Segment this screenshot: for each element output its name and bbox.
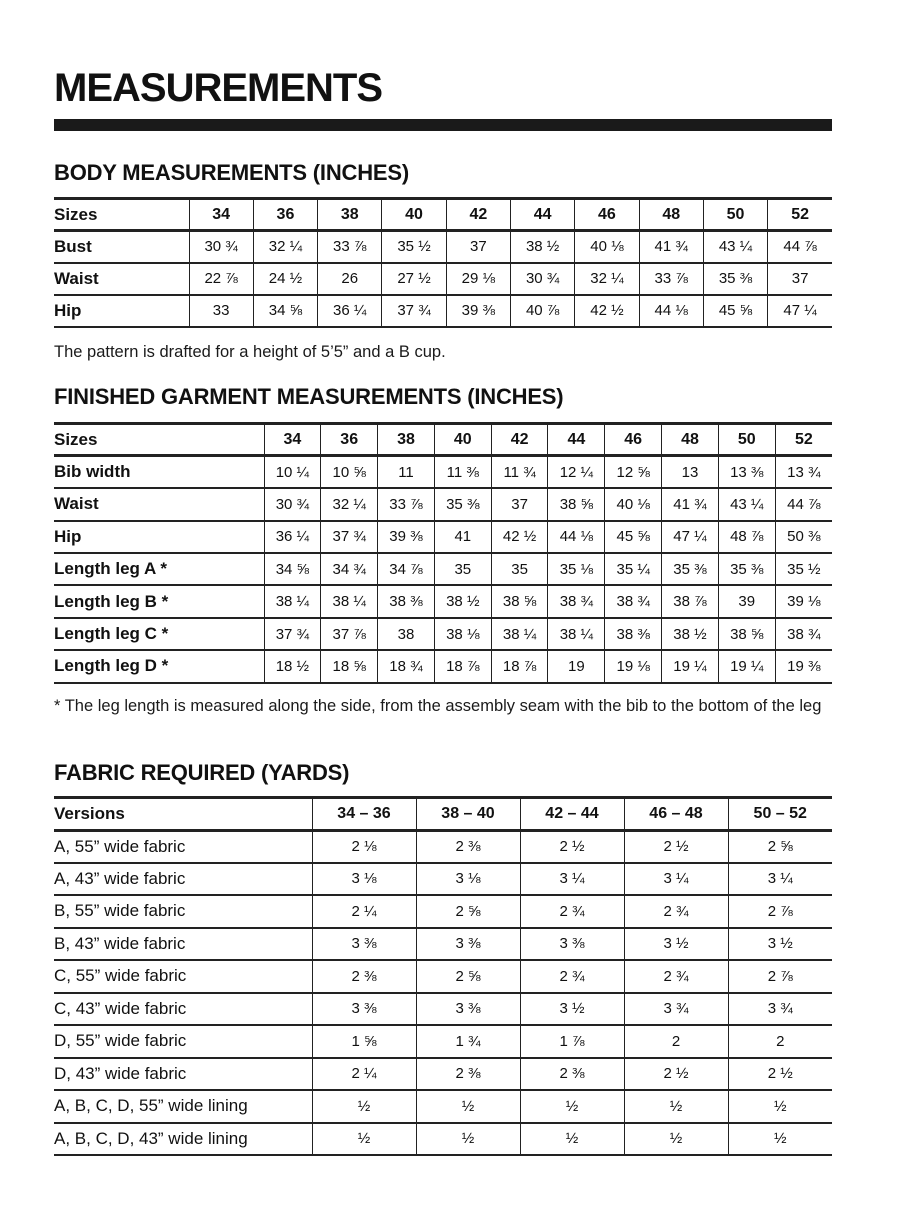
value-cell: 39 ⅜	[446, 295, 510, 327]
title-divider	[54, 119, 832, 131]
finished-garment-heading: FINISHED GARMENT MEASUREMENTS (INCHES)	[54, 384, 564, 409]
value-cell: 2	[728, 1025, 832, 1058]
garment-size-header: 40	[434, 424, 491, 456]
value-cell: 30 ¾	[264, 488, 321, 520]
value-cell: 2 ⅞	[728, 960, 832, 993]
value-cell: 35 ¼	[605, 553, 662, 585]
value-cell: 40 ⅛	[605, 488, 662, 520]
value-cell: 13 ¾	[775, 456, 832, 488]
row-label: Length leg D *	[54, 656, 169, 676]
value-cell: 2 ¾	[520, 895, 624, 928]
body-size-header: 48	[639, 199, 703, 231]
garment-size-header: 52	[775, 424, 832, 456]
garment-size-header: 44	[548, 424, 605, 456]
fabric-range-header: 42 – 44	[520, 798, 624, 831]
value-cell: 32 ¼	[575, 263, 639, 295]
value-cell: 19 ⅜	[775, 650, 832, 682]
fabric-row	[54, 960, 832, 993]
value-cell: 36 ¼	[318, 295, 382, 327]
value-cell: 35	[434, 553, 491, 585]
garment-measurement-row	[54, 650, 832, 682]
value-cell: 2 ⅜	[416, 1058, 520, 1091]
row-label: Length leg A *	[54, 559, 168, 579]
value-cell: 10 ¼	[264, 456, 321, 488]
garment-size-header: 36	[321, 424, 378, 456]
value-cell: 33 ⅞	[378, 488, 435, 520]
fabric-row	[54, 830, 832, 863]
value-cell: 38 ⅝	[491, 585, 548, 617]
value-cell: 13	[662, 456, 719, 488]
value-cell: 2 ⅜	[416, 830, 520, 863]
body-size-header: 38	[318, 199, 382, 231]
fabric-row	[54, 1025, 832, 1058]
value-cell: 2 ¼	[312, 895, 416, 928]
value-cell: 38 ¼	[264, 585, 321, 617]
value-cell: 47 ¼	[662, 521, 719, 553]
value-cell: 30 ¾	[510, 263, 574, 295]
value-cell: 18 ⅞	[434, 650, 491, 682]
value-cell: 24 ½	[253, 263, 317, 295]
value-cell: 3 ¼	[728, 863, 832, 896]
garment-size-header: 34	[264, 424, 321, 456]
value-cell: 3 ½	[520, 993, 624, 1026]
body-measurements-rows	[54, 231, 832, 327]
row-label: A, 55” wide fabric	[54, 836, 186, 856]
value-cell: 44 ⅞	[775, 488, 832, 520]
value-cell: 18 ½	[264, 650, 321, 682]
value-cell: 19 ¼	[662, 650, 719, 682]
value-cell: 34 ⅝	[253, 295, 317, 327]
value-cell: 33	[189, 295, 253, 327]
value-cell: 38 ½	[662, 618, 719, 650]
value-cell: 36 ¼	[264, 521, 321, 553]
value-cell: 11 ¾	[491, 456, 548, 488]
garment-measurement-row	[54, 553, 832, 585]
value-cell: 38 ¾	[775, 618, 832, 650]
row-label: C, 55” wide fabric	[54, 966, 187, 986]
value-cell: 2 ⅞	[728, 895, 832, 928]
value-cell: ½	[520, 1090, 624, 1123]
value-cell: 35 ⅜	[434, 488, 491, 520]
value-cell: 2 ½	[520, 830, 624, 863]
garment-size-header: 46	[605, 424, 662, 456]
value-cell: 35 ½	[382, 231, 446, 263]
value-cell: 2 ¼	[312, 1058, 416, 1091]
finished-garment-rows	[54, 456, 832, 683]
value-cell: 2 ¾	[520, 960, 624, 993]
value-cell: 47 ¼	[768, 295, 832, 327]
body-measurements-table	[54, 197, 832, 328]
value-cell: 37 ¾	[382, 295, 446, 327]
value-cell: 38 ¾	[605, 585, 662, 617]
value-cell: 3 ¼	[624, 863, 728, 896]
value-cell: 40 ⅛	[575, 231, 639, 263]
body-size-header: 36	[253, 199, 317, 231]
value-cell: 2 ⅝	[728, 830, 832, 863]
value-cell: ½	[728, 1090, 832, 1123]
garment-measurement-row	[54, 585, 832, 617]
value-cell: 29 ⅛	[446, 263, 510, 295]
value-cell: 45 ⅝	[703, 295, 767, 327]
row-label: Length leg C *	[54, 624, 169, 644]
fabric-row	[54, 1090, 832, 1123]
value-cell: 44 ⅞	[768, 231, 832, 263]
garment-size-header: 42	[491, 424, 548, 456]
value-cell: 41	[434, 521, 491, 553]
value-cell: 37	[768, 263, 832, 295]
value-cell: ½	[312, 1123, 416, 1156]
value-cell: 34 ⅞	[378, 553, 435, 585]
value-cell: 2 ½	[624, 830, 728, 863]
value-cell: 3 ½	[728, 928, 832, 961]
value-cell: 18 ⅞	[491, 650, 548, 682]
fabric-row	[54, 1123, 832, 1156]
value-cell: 22 ⅞	[189, 263, 253, 295]
body-size-header: 42	[446, 199, 510, 231]
row-label: Hip	[54, 300, 82, 320]
value-cell: 38 ⅞	[662, 585, 719, 617]
fabric-required-table	[54, 796, 832, 1156]
value-cell: 32 ¼	[321, 488, 378, 520]
value-cell: ½	[520, 1123, 624, 1156]
value-cell: 26	[318, 263, 382, 295]
value-cell: 38 ⅝	[548, 488, 605, 520]
garment-measurement-row	[54, 456, 832, 488]
value-cell: 1 ⅝	[312, 1025, 416, 1058]
value-cell: 48 ⅞	[718, 521, 775, 553]
fabric-required-heading: FABRIC REQUIRED (YARDS)	[54, 760, 350, 785]
fabric-row	[54, 863, 832, 896]
value-cell: ½	[416, 1090, 520, 1123]
value-cell: 2 ⅜	[312, 960, 416, 993]
garment-measurement-row	[54, 488, 832, 520]
value-cell: 2 ¾	[624, 895, 728, 928]
row-label: Waist	[54, 494, 99, 514]
row-label: A, B, C, D, 43” wide lining	[54, 1128, 248, 1148]
value-cell: 2 ⅛	[312, 830, 416, 863]
value-cell: 3 ⅜	[312, 928, 416, 961]
value-cell: 40 ⅞	[510, 295, 574, 327]
value-cell: 35 ⅜	[662, 553, 719, 585]
value-cell: 38 ¼	[321, 585, 378, 617]
value-cell: 37	[446, 231, 510, 263]
leg-length-note: * The leg length is measured along the side, from the assembly seam with the bib to the bottom of the leg	[54, 697, 822, 715]
value-cell: 2 ½	[624, 1058, 728, 1091]
row-label: D, 55” wide fabric	[54, 1031, 187, 1051]
value-cell: 2	[624, 1025, 728, 1058]
value-cell: 39 ⅛	[775, 585, 832, 617]
fabric-row	[54, 928, 832, 961]
body-size-header: 44	[510, 199, 574, 231]
value-cell: 33 ⅞	[639, 263, 703, 295]
value-cell: 13 ⅜	[718, 456, 775, 488]
value-cell: 18 ¾	[378, 650, 435, 682]
value-cell: 3 ½	[624, 928, 728, 961]
value-cell: 19 ¼	[718, 650, 775, 682]
value-cell: 41 ¾	[639, 231, 703, 263]
value-cell: 42 ½	[575, 295, 639, 327]
garment-measurement-row	[54, 618, 832, 650]
fabric-range-header: 50 – 52	[728, 798, 832, 831]
value-cell: 11	[378, 456, 435, 488]
value-cell: ½	[312, 1090, 416, 1123]
body-measurement-row	[54, 295, 832, 327]
value-cell: 27 ½	[382, 263, 446, 295]
row-label: Hip	[54, 526, 82, 546]
value-cell: 2 ⅝	[416, 895, 520, 928]
value-cell: 35	[491, 553, 548, 585]
row-label: Length leg B *	[54, 591, 169, 611]
fabric-row	[54, 895, 832, 928]
value-cell: 19 ⅛	[605, 650, 662, 682]
value-cell: 3 ⅜	[416, 993, 520, 1026]
value-cell: 38 ¾	[548, 585, 605, 617]
value-cell: 18 ⅝	[321, 650, 378, 682]
value-cell: 44 ⅛	[639, 295, 703, 327]
row-label: Bib width	[54, 462, 131, 482]
body-size-header: 34	[189, 199, 253, 231]
row-label: C, 43” wide fabric	[54, 998, 187, 1018]
value-cell: 37 ⅞	[321, 618, 378, 650]
row-label: B, 55” wide fabric	[54, 901, 186, 921]
page-title: MEASUREMENTS	[54, 66, 383, 110]
value-cell: 2 ⅜	[520, 1058, 624, 1091]
value-cell: 42 ½	[491, 521, 548, 553]
value-cell: 12 ⅝	[605, 456, 662, 488]
value-cell: 38 ⅜	[605, 618, 662, 650]
body-header-row	[54, 199, 832, 231]
value-cell: 3 ⅜	[520, 928, 624, 961]
value-cell: 2 ⅝	[416, 960, 520, 993]
value-cell: 39 ⅜	[378, 521, 435, 553]
row-label: Bust	[54, 236, 92, 256]
fabric-required-rows	[54, 830, 832, 1155]
value-cell: 38 ½	[510, 231, 574, 263]
value-cell: 50 ⅜	[775, 521, 832, 553]
value-cell: 19	[548, 650, 605, 682]
value-cell: 3 ¾	[624, 993, 728, 1026]
fabric-range-header: 38 – 40	[416, 798, 520, 831]
row-label: Waist	[54, 268, 99, 288]
value-cell: 37	[491, 488, 548, 520]
value-cell: 38 ⅛	[434, 618, 491, 650]
finished-garment-table	[54, 422, 832, 684]
fabric-header-row	[54, 798, 832, 831]
value-cell: 38 ½	[434, 585, 491, 617]
garment-measurement-row	[54, 521, 832, 553]
value-cell: 32 ¼	[253, 231, 317, 263]
value-cell: 39	[718, 585, 775, 617]
value-cell: 37 ¾	[264, 618, 321, 650]
value-cell: 3 ¼	[520, 863, 624, 896]
value-cell: 3 ⅛	[312, 863, 416, 896]
fabric-row	[54, 993, 832, 1026]
value-cell: 34 ⅝	[264, 553, 321, 585]
value-cell: 45 ⅝	[605, 521, 662, 553]
row-label: A, B, C, D, 55” wide lining	[54, 1096, 248, 1116]
value-cell: 38 ⅝	[718, 618, 775, 650]
garment-size-header: 50	[718, 424, 775, 456]
value-cell: 38 ¼	[491, 618, 548, 650]
value-cell: 37 ¾	[321, 521, 378, 553]
value-cell: 35 ⅜	[703, 263, 767, 295]
value-cell: 30 ¾	[189, 231, 253, 263]
value-cell: 38 ¼	[548, 618, 605, 650]
value-cell: ½	[624, 1090, 728, 1123]
body-measurements-note: The pattern is drafted for a height of 5’5” and a B cup.	[54, 343, 446, 361]
garment-header-row	[54, 424, 832, 456]
value-cell: 2 ½	[728, 1058, 832, 1091]
value-cell: 38 ⅜	[378, 585, 435, 617]
body-size-header: 40	[382, 199, 446, 231]
value-cell: 11 ⅜	[434, 456, 491, 488]
value-cell: 3 ⅛	[416, 863, 520, 896]
body-header-label: Sizes	[54, 204, 98, 224]
value-cell: 44 ⅛	[548, 521, 605, 553]
value-cell: 43 ¼	[703, 231, 767, 263]
value-cell: ½	[416, 1123, 520, 1156]
garment-header-label: Sizes	[54, 429, 98, 449]
body-measurement-row	[54, 231, 832, 263]
value-cell: 10 ⅝	[321, 456, 378, 488]
value-cell: 33 ⅞	[318, 231, 382, 263]
value-cell: 2 ¾	[624, 960, 728, 993]
value-cell: ½	[624, 1123, 728, 1156]
value-cell: 41 ¾	[662, 488, 719, 520]
garment-size-header: 38	[378, 424, 435, 456]
garment-size-header: 48	[662, 424, 719, 456]
value-cell: 1 ⅞	[520, 1025, 624, 1058]
value-cell: 35 ⅜	[718, 553, 775, 585]
value-cell: 3 ¾	[728, 993, 832, 1026]
value-cell: 1 ¾	[416, 1025, 520, 1058]
value-cell: 12 ¼	[548, 456, 605, 488]
value-cell: 35 ⅛	[548, 553, 605, 585]
value-cell: 34 ¾	[321, 553, 378, 585]
body-size-header: 50	[703, 199, 767, 231]
body-size-header: 52	[768, 199, 832, 231]
value-cell: 35 ½	[775, 553, 832, 585]
row-label: D, 43” wide fabric	[54, 1063, 187, 1083]
value-cell: 3 ⅜	[416, 928, 520, 961]
body-size-header: 46	[575, 199, 639, 231]
row-label: A, 43” wide fabric	[54, 868, 186, 888]
value-cell: 43 ¼	[718, 488, 775, 520]
row-label: B, 43” wide fabric	[54, 933, 186, 953]
fabric-range-header: 46 – 48	[624, 798, 728, 831]
fabric-range-header: 34 – 36	[312, 798, 416, 831]
value-cell: 38	[378, 618, 435, 650]
fabric-header-label: Versions	[54, 803, 125, 823]
value-cell: 3 ⅜	[312, 993, 416, 1026]
value-cell: ½	[728, 1123, 832, 1156]
body-measurements-heading: BODY MEASUREMENTS (INCHES)	[54, 160, 409, 185]
body-measurement-row	[54, 263, 832, 295]
fabric-row	[54, 1058, 832, 1091]
